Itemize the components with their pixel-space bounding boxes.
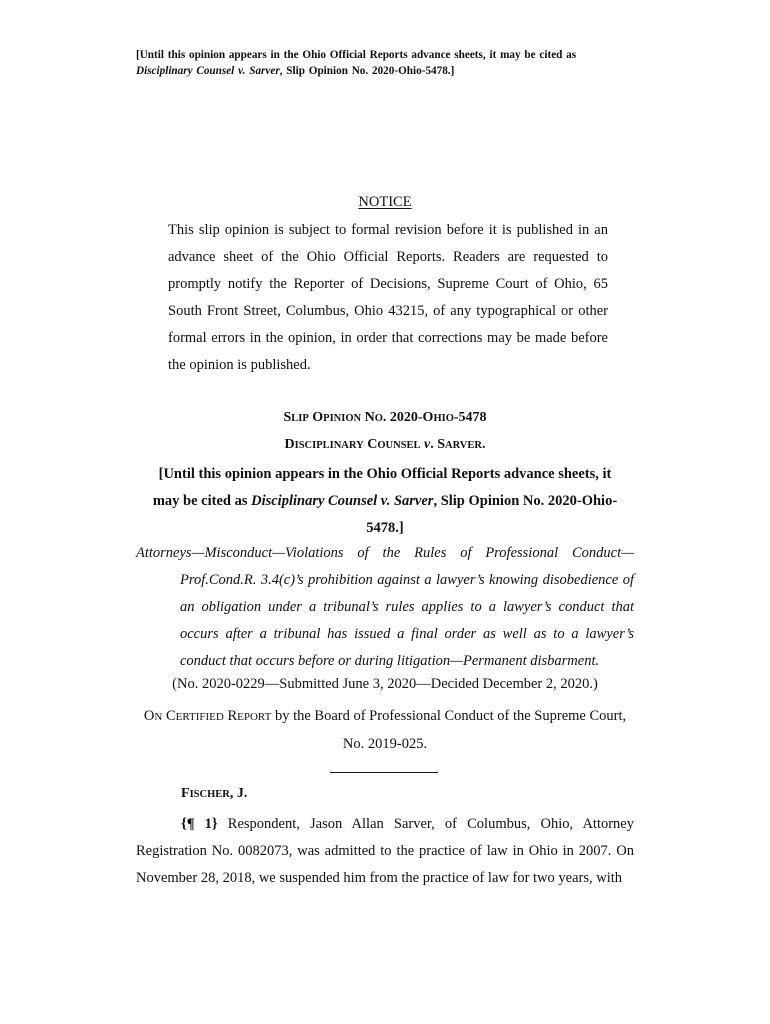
paragraph-1 [136,811,634,892]
sc-small: PINION [323,413,362,424]
sc-cap: O [143,708,155,724]
sc-small: ERTIFIED [175,711,224,723]
sc-cap: F [181,786,190,801]
sc-small: LIP [291,413,309,424]
header-note-line1: [Until this opinion appears in the Ohio Official Reports advance sheets, it may be cited as [136,49,577,61]
sc-cap: . 2020-O [382,410,434,425]
sc-cap: D [284,437,295,452]
sc-small: O [374,413,383,424]
paragraph-text: Respondent, Jason Allan Sarver, of Columbus, Ohio, Attorney Registration No. 0082073, was admitted to the practice of law in Ohio in 2007. On November 28, 2018, we suspended him from the practice of law for two years, with [136,816,634,886]
sc-cap: -5478 [453,410,487,425]
caption-note-case-name: Disciplinary Counsel v. Sarver [251,493,434,509]
sc-small: HIO [433,413,454,424]
opinion-author [181,786,247,802]
paragraph-number: {¶ 1} [181,816,218,832]
sc-cap: N [361,410,375,425]
sc-cap: O [308,410,324,425]
separator-rule [330,772,438,773]
certified-text: by the Board of Professional Conduct of the Supreme Court, No. 2019-025. [271,708,627,752]
sc-cap: v [420,437,431,452]
syllabus-continuation: Prof.Cond.R. 3.4(c)’s prohibition against a lawyer’s knowing disobedience of an obligation under a tribunal’s rules applies to a lawyer’s conduct that occurs after a tribunal has issued a final order as well as to a lawyer’s conduct that occurs before or during litigation—Permanent disbarment. [180,572,634,669]
docket-line: (No. 2020-0229—Submitted June 3, 2020—Decided December 2, 2020.) [172,676,598,692]
caption-note-text: , Slip Opinion No. 2020-Ohio-5478.] [366,493,618,536]
header-note-line2: , Slip Opinion No. 2020-Ohio-5478.] [279,65,455,77]
header-note-case-name: Disciplinary Counsel v. Sarver [136,65,280,77]
syllabus [136,540,634,675]
sc-cap: R [223,708,238,724]
sc-small: OUNSEL [377,440,421,451]
sc-cap: C [162,708,176,724]
sc-small: EPORT [237,711,272,723]
slip-opinion-number [0,410,770,426]
case-caption [0,437,770,453]
certified-report-line [136,703,634,758]
sc-cap: . [481,437,486,452]
sc-cap: . S [430,437,446,452]
sc-small: ISCHER [189,789,230,800]
syllabus-first-line: Attorneys—Misconduct—Violations of the Rules of Professional Conduct— [136,545,634,561]
sc-cap: S [283,410,292,425]
sc-small: ARVER [445,440,482,451]
sc-cap: , J. [229,786,248,801]
sc-small: ISCIPLINARY [294,440,364,451]
sc-cap: C [363,437,378,452]
notice-body: This slip opinion is subject to formal revision before it is published in an advance sheet of the Ohio Official Reports. Readers are requested to promptly notify the Reporter of Decisions, Supreme Court of Ohio, 65 South Front Street, Columbus, Ohio 43215, of any typographical or other formal errors in the opinion, in order that corrections may be made before the opinion is published. [168,222,608,373]
caption-note-text: [Until this opinion appears in the Ohio Official Reports advance sheets, it may be cited as [152,466,612,509]
citation-header-note [136,47,636,79]
notice-title: NOTICE [358,194,412,210]
caption-citation-note [146,461,624,542]
sc-small: N [154,711,163,723]
